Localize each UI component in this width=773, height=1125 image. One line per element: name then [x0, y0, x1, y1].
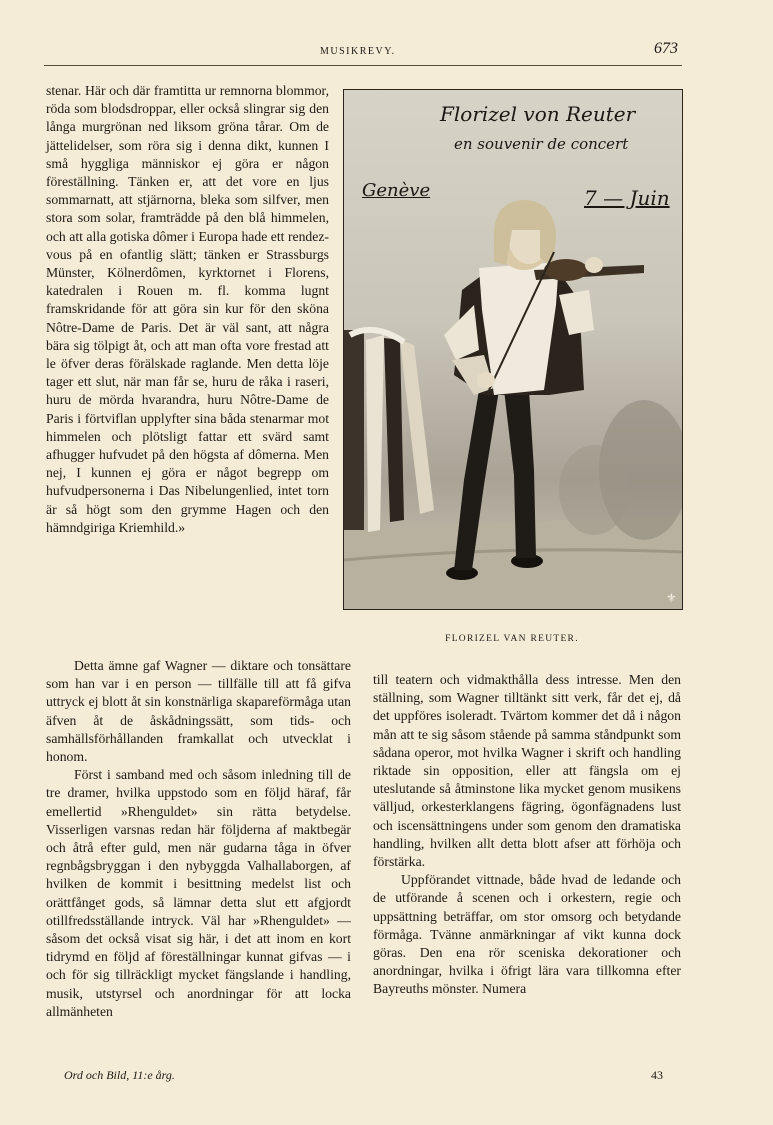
inscription-dedication: en souvenir de concert	[454, 135, 629, 153]
footer-journal: Ord och Bild, 11:e årg.	[64, 1068, 175, 1082]
left-column-upper	[46, 82, 329, 537]
inscription-date: 7 — Juin	[584, 186, 670, 210]
right-column	[373, 671, 681, 999]
inscription-place: Genève	[362, 180, 431, 201]
inscription-name: Florizel von Reuter	[440, 102, 636, 126]
paragraph: stenar. Här och där framtitta ur remnorna blommor, röda som blodsdroppar, eller också slingrar sig den långa murgrönan ned liksom gröna tårar. Om de jättelidelser, som röra sig i denna dikt, kunnen I små hyggliga människor ej göra er någon föreställning. Tänken er, att det vore en ljus sommarnatt, att stjärnorna, bleka som silfver, men stora som solar, framträdde på den blå himmelen, och att alla gotiska dômer i Europa hade ett rendez-vous på en ofantlig slätt; tänken er Strassburgs Münster, Kölnerdômen, kyrktornet i Florens, katedralen i Rouen m. fl. komma lugnt framskridande för att göra sin kur för den sköna Nôtre-Dame de Paris. Det är väl sant, att några bära sig tölpigt åt, och att man ofta vore frestad att le öfver deras förälskade raglande. Men detta löje tager ett slut, när man får se, huru de råka i raseri, huru de mörda hvarandra, huru Nôtre-Dame de Paris i förtviflan upplyfter sina båda stenarmar mot himmelen och plötsligt fattar ett svärd samt afhugger hufvudet på den högsta af dômerna. Men nej, I kunnen ej göra er något begrepp om hufvudpersonerna i Das Nibelungenlied, intet torn är så högt som den grymme Hagen och den hämndgiriga Kriemhild.»	[46, 83, 329, 535]
header-rule	[44, 65, 682, 66]
portrait-photo	[343, 89, 683, 610]
paragraph: till teatern och vidmakthålla dess intresse. Men den ställning, som Wagner tilltänkt sitt verk, får det ej, då det uppföres isoleradt. Tvärtom kommer det då i någon mån att te sig såsom stående på samma ståndpunkt som sådana operor, mot hvilka Wagner i skrift och handling riktade sin opposition, eller att fängsla om ej uteslutande så åtminstone lika mycket genom musikens välljud, orkesterklangens fägring, ögonfägnadens lust och iscensättningens under som genom den dramatiska handling, hvilken allt detta blott afser att förhöja och förstärka.	[373, 672, 681, 870]
running-title: MUSIKREVY.	[320, 46, 396, 57]
left-column-lower	[46, 657, 351, 1021]
footer-signature: 43	[651, 1068, 663, 1082]
svg-text:⚜: ⚜	[666, 591, 677, 605]
paragraph: Detta ämne gaf Wagner — diktare och tonsättare som han var i en person — tillfälle till att få gifva uttryck ej blott åt sin konstnärliga skapareförmåga utan äfven åt de åskådningssätt, som tids- och samhällsförhållanden framkallat och utvecklat i honom.	[46, 658, 351, 765]
paragraph: Först i samband med och såsom inledning till de tre dramer, hvilka uppstodo som en följd häraf, får emellertid »Rhenguldet» sin rätta betydelse. Visserligen varsnas redan här följderna af maktbegär och åtrå efter guld, men när gudarna tåga in öfver regnbågsbryggan i den nybyggda Valhallaborgen, af hvilken de kommit i besittning medelst list och orättfånget gods, så lämnar detta slut ett afgjordt otillfredsställande intryck. Väl har »Rhenguldet» — såsom det också visat sig här, i det att inom en kort tidrymd en följd af föreställningar kunnat gifvas — i och för sig tillräckligt mycket fängslande i handling, musik, utstyrsel och anordningar för att locka allmänheten	[46, 767, 351, 1019]
paragraph: Uppförandet vittnade, både hvad de ledande och de utförande å scenen och i orkestern, regie och uppsättning beträffar, om stor omsorg och betydande förmåga. Tvänne anmärkningar af vikt kunna dock göras. Den ena rör sceniska dekorationer och anordningar, hvilka i öfrigt lära vara tillkomna efter Bayreuths mönster. Numera	[373, 872, 681, 997]
page-number: 673	[654, 40, 678, 57]
violinist-illustration	[344, 90, 682, 609]
photo-caption: FLORIZEL VAN REUTER.	[445, 634, 579, 644]
